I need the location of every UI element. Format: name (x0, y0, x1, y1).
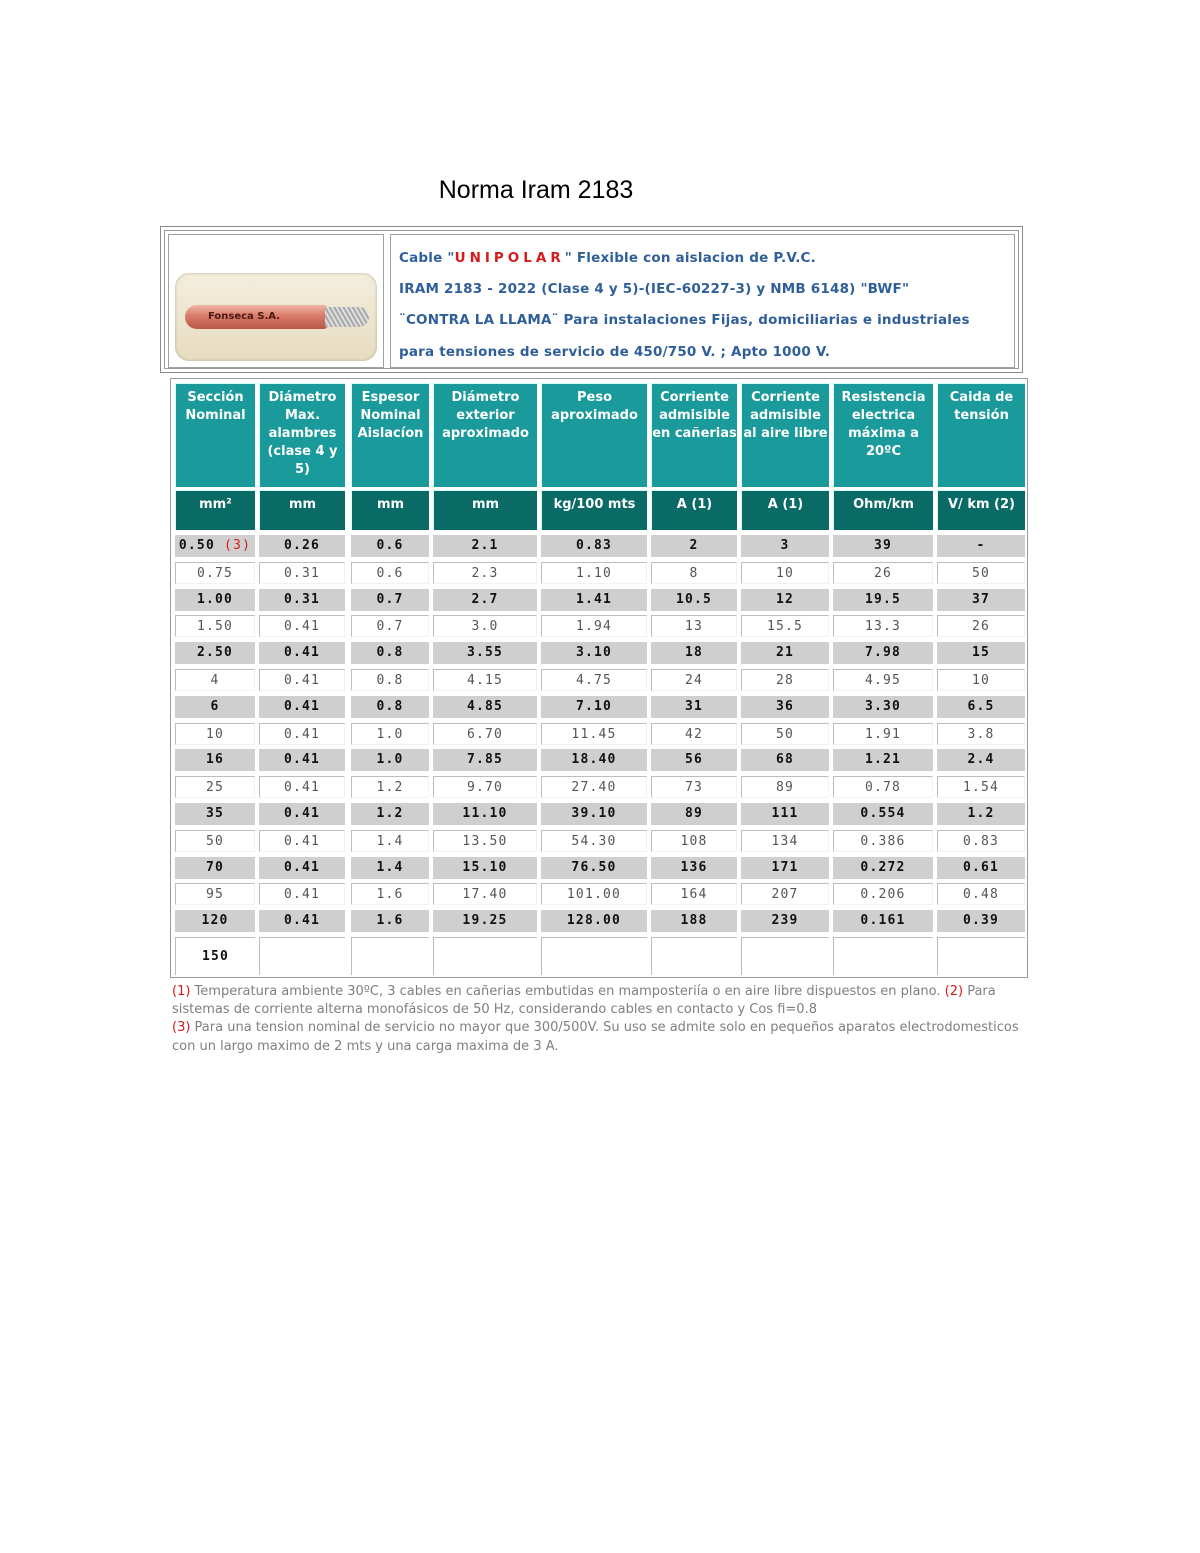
table-cell: 1.50 (175, 615, 255, 637)
description-line-4: para tensiones de servicio de 450/750 V. ; Apto 1000 V. (399, 344, 831, 360)
table-cell: 128.00 (541, 910, 647, 932)
table-cell: 35 (175, 803, 255, 825)
column-unit: mm (351, 490, 429, 530)
table-cell: 6 (175, 696, 255, 718)
table-cell: 0.386 (833, 830, 933, 852)
table-cell: 95 (175, 883, 255, 905)
table-cell: 108 (651, 830, 737, 852)
table-cell: 3.8 (937, 723, 1025, 745)
table-cell: 7.85 (433, 749, 537, 771)
table-cell: - (937, 535, 1025, 557)
table-cell: 6.5 (937, 696, 1025, 718)
table-cell: 10 (741, 562, 829, 584)
table-cell: 0.8 (351, 669, 429, 691)
table-cell: 164 (651, 883, 737, 905)
column-header: Diámetro Max. alambres (clase 4 y 5) (259, 383, 345, 487)
table-cell: 70 (175, 857, 255, 879)
table-cell: 1.41 (541, 589, 647, 611)
column-unit: A (1) (651, 490, 737, 530)
table-cell: 0.48 (937, 883, 1025, 905)
column-header: Corriente admisible en cañerias (651, 383, 737, 487)
table-cell: 0.554 (833, 803, 933, 825)
table-cell: 0.161 (833, 910, 933, 932)
table-cell: 4.85 (433, 696, 537, 718)
table-cell: 1.91 (833, 723, 933, 745)
table-cell: 0.41 (259, 910, 345, 932)
note-3-ref: (3) (224, 538, 252, 553)
table-cell: 7.10 (541, 696, 647, 718)
table-cell: 17.40 (433, 883, 537, 905)
table-cell: 0.41 (259, 857, 345, 879)
table-cell: 120 (175, 910, 255, 932)
table-cell: 1.0 (351, 749, 429, 771)
table-cell: 0.41 (259, 749, 345, 771)
table-cell: 0.26 (259, 535, 345, 557)
table-cell: 0.31 (259, 562, 345, 584)
table-cell: 101.00 (541, 883, 647, 905)
table-cell: 31 (651, 696, 737, 718)
table-cell: 10 (937, 669, 1025, 691)
table-cell: 8 (651, 562, 737, 584)
table-cell: 26 (937, 615, 1025, 637)
table-cell: 0.61 (937, 857, 1025, 879)
table-cell: 54.30 (541, 830, 647, 852)
table-cell: 24 (651, 669, 737, 691)
table-cell: 9.70 (433, 776, 537, 798)
column-header: Espesor Nominal Aislacíon (351, 383, 429, 487)
table-cell (351, 937, 429, 975)
table-cell: 2.3 (433, 562, 537, 584)
page-title: Norma Iram 2183 (438, 176, 634, 204)
table-cell: 171 (741, 857, 829, 879)
table-cell: 1.4 (351, 830, 429, 852)
table-cell: 15.10 (433, 857, 537, 879)
table-cell: 1.2 (937, 803, 1025, 825)
table-cell: 6.70 (433, 723, 537, 745)
table-cell: 1.6 (351, 910, 429, 932)
table-cell: 10.5 (651, 589, 737, 611)
column-header: Peso aproximado (541, 383, 647, 487)
footnote-1-text: Temperatura ambiente 30ºC, 3 cables en cañerias embutidas en mamposteriía o en aire libre dispuestos en plano. (190, 984, 945, 999)
table-cell: 1.10 (541, 562, 647, 584)
description-line-1: Cable "UNIPOLAR" Flexible con aislacion de P.V.C. (399, 250, 816, 266)
column-unit: V/ km (2) (937, 490, 1025, 530)
table-cell: 111 (741, 803, 829, 825)
table-cell: 0.41 (259, 696, 345, 718)
unipolar-label: UNIPOLAR (454, 250, 565, 266)
cable-image (168, 234, 384, 368)
table-cell: 26 (833, 562, 933, 584)
cable-spec-table (170, 378, 1028, 978)
table-cell: 3 (741, 535, 829, 557)
column-unit: kg/100 mts (541, 490, 647, 530)
table-cell: 18 (651, 642, 737, 664)
table-cell: 68 (741, 749, 829, 771)
table-cell (259, 937, 345, 975)
table-cell: 25 (175, 776, 255, 798)
table-cell: 0.39 (937, 910, 1025, 932)
column-unit: Ohm/km (833, 490, 933, 530)
column-header: Resistencia electrica máxima a 20ºC (833, 383, 933, 487)
table-cell (651, 937, 737, 975)
table-cell: 0.41 (259, 669, 345, 691)
table-cell: 15 (937, 642, 1025, 664)
table-cell: 0.6 (351, 535, 429, 557)
table-cell: 56 (651, 749, 737, 771)
table-cell (937, 937, 1025, 975)
column-unit: mm (433, 490, 537, 530)
table-cell: 16 (175, 749, 255, 771)
table-cell: 0.41 (259, 723, 345, 745)
description-line-2: IRAM 2183 - 2022 (Clase 4 y 5)-(IEC-60227-3) y NMB 6148) "BWF" (399, 281, 910, 297)
table-cell: 1.6 (351, 883, 429, 905)
table-cell: 42 (651, 723, 737, 745)
table-cell: 1.54 (937, 776, 1025, 798)
table-cell: 4 (175, 669, 255, 691)
table-cell: 19.25 (433, 910, 537, 932)
table-cell: 3.55 (433, 642, 537, 664)
footnote-3-text: Para una tension nominal de servicio no mayor que 300/500V. Su uso se admite solo en pequeños aparatos electrodomesticos con un largo maximo de 2 mts y una carga maxima de 3 A. (172, 1020, 1019, 1054)
table-cell: 0.6 (351, 562, 429, 584)
table-cell: 4.15 (433, 669, 537, 691)
cable-conductor (325, 307, 369, 327)
table-cell: 50 (937, 562, 1025, 584)
table-cell: 0.7 (351, 615, 429, 637)
table-cell: 73 (651, 776, 737, 798)
table-cell: 0.83 (937, 830, 1025, 852)
product-description (390, 234, 1015, 368)
table-cell: 28 (741, 669, 829, 691)
footnote-1-ref: (1) (172, 984, 191, 999)
column-header: Caida de tensión (937, 383, 1025, 487)
table-cell: 1.2 (351, 803, 429, 825)
column-unit: mm (259, 490, 345, 530)
table-cell: 11.45 (541, 723, 647, 745)
table-cell: 0.206 (833, 883, 933, 905)
table-cell: 50 (175, 830, 255, 852)
table-cell: 39 (833, 535, 933, 557)
table-cell: 136 (651, 857, 737, 879)
table-cell: 11.10 (433, 803, 537, 825)
table-cell: 0.41 (259, 642, 345, 664)
table-cell: 19.5 (833, 589, 933, 611)
description-line-3: ¨CONTRA LA LLAMA¨ Para instalaciones Fijas, domiciliarias e industriales (399, 312, 970, 328)
table-cell: 0.41 (259, 830, 345, 852)
table-cell: 0.31 (259, 589, 345, 611)
table-cell: 0.41 (259, 883, 345, 905)
table-cell: 3.0 (433, 615, 537, 637)
table-cell: 0.83 (541, 535, 647, 557)
table-cell: 0.272 (833, 857, 933, 879)
table-cell: 13.50 (433, 830, 537, 852)
column-header: Corriente admisible al aire libre (741, 383, 829, 487)
table-cell: 4.75 (541, 669, 647, 691)
table-cell: 0.41 (259, 803, 345, 825)
footnote-2-ref: (2) (944, 984, 964, 999)
column-header: Sección Nominal (175, 383, 255, 487)
table-cell: 76.50 (541, 857, 647, 879)
table-cell (833, 937, 933, 975)
table-cell: 3.10 (541, 642, 647, 664)
table-cell: 13.3 (833, 615, 933, 637)
table-cell (741, 937, 829, 975)
table-cell: 1.4 (351, 857, 429, 879)
table-cell: 2.50 (175, 642, 255, 664)
table-cell: 0.78 (833, 776, 933, 798)
table-cell: 10 (175, 723, 255, 745)
table-cell (433, 937, 537, 975)
table-cell: 1.21 (833, 749, 933, 771)
table-cell: 0.7 (351, 589, 429, 611)
table-cell: 0.8 (351, 642, 429, 664)
table-cell: 21 (741, 642, 829, 664)
table-cell: 1.0 (351, 723, 429, 745)
table-cell: 4.95 (833, 669, 933, 691)
table-cell: 89 (741, 776, 829, 798)
table-cell: 3.30 (833, 696, 933, 718)
table-cell: 18.40 (541, 749, 647, 771)
table-cell: 37 (937, 589, 1025, 611)
table-cell: 0.41 (259, 615, 345, 637)
table-cell: 2.1 (433, 535, 537, 557)
table-cell: 15.5 (741, 615, 829, 637)
table-cell: 1.94 (541, 615, 647, 637)
table-cell: 0.75 (175, 562, 255, 584)
table-cell: 0.50 (3) (175, 535, 255, 557)
table-cell: 7.98 (833, 642, 933, 664)
table-cell: 1.00 (175, 589, 255, 611)
table-cell: 36 (741, 696, 829, 718)
column-header: Diámetro exterior aproximado (433, 383, 537, 487)
table-cell: 188 (651, 910, 737, 932)
product-header (160, 226, 1023, 373)
table-cell: 2.7 (433, 589, 537, 611)
table-cell: 2.4 (937, 749, 1025, 771)
table-cell: 0.41 (259, 776, 345, 798)
table-cell (541, 937, 647, 975)
table-cell: 2 (651, 535, 737, 557)
column-unit: A (1) (741, 490, 829, 530)
footnotes (172, 983, 1032, 1056)
table-cell: 12 (741, 589, 829, 611)
table-cell: 207 (741, 883, 829, 905)
table-cell: 0.8 (351, 696, 429, 718)
column-unit: mm² (175, 490, 255, 530)
cable-brand-label: Fonseca S.A. (207, 311, 281, 322)
table-cell: 239 (741, 910, 829, 932)
table-cell: 150 (175, 937, 255, 975)
table-cell: 13 (651, 615, 737, 637)
table-cell: 27.40 (541, 776, 647, 798)
table-cell: 50 (741, 723, 829, 745)
table-cell: 1.2 (351, 776, 429, 798)
footnote-3-ref: (3) (172, 1020, 191, 1036)
footnote-2-text: Para sistemas de corriente alterna monofásicos de 50 Hz, considerando cables en contacto y Cos fi=0.8 (172, 984, 996, 1018)
table-cell: 134 (741, 830, 829, 852)
table-cell: 39.10 (541, 803, 647, 825)
table-cell: 89 (651, 803, 737, 825)
